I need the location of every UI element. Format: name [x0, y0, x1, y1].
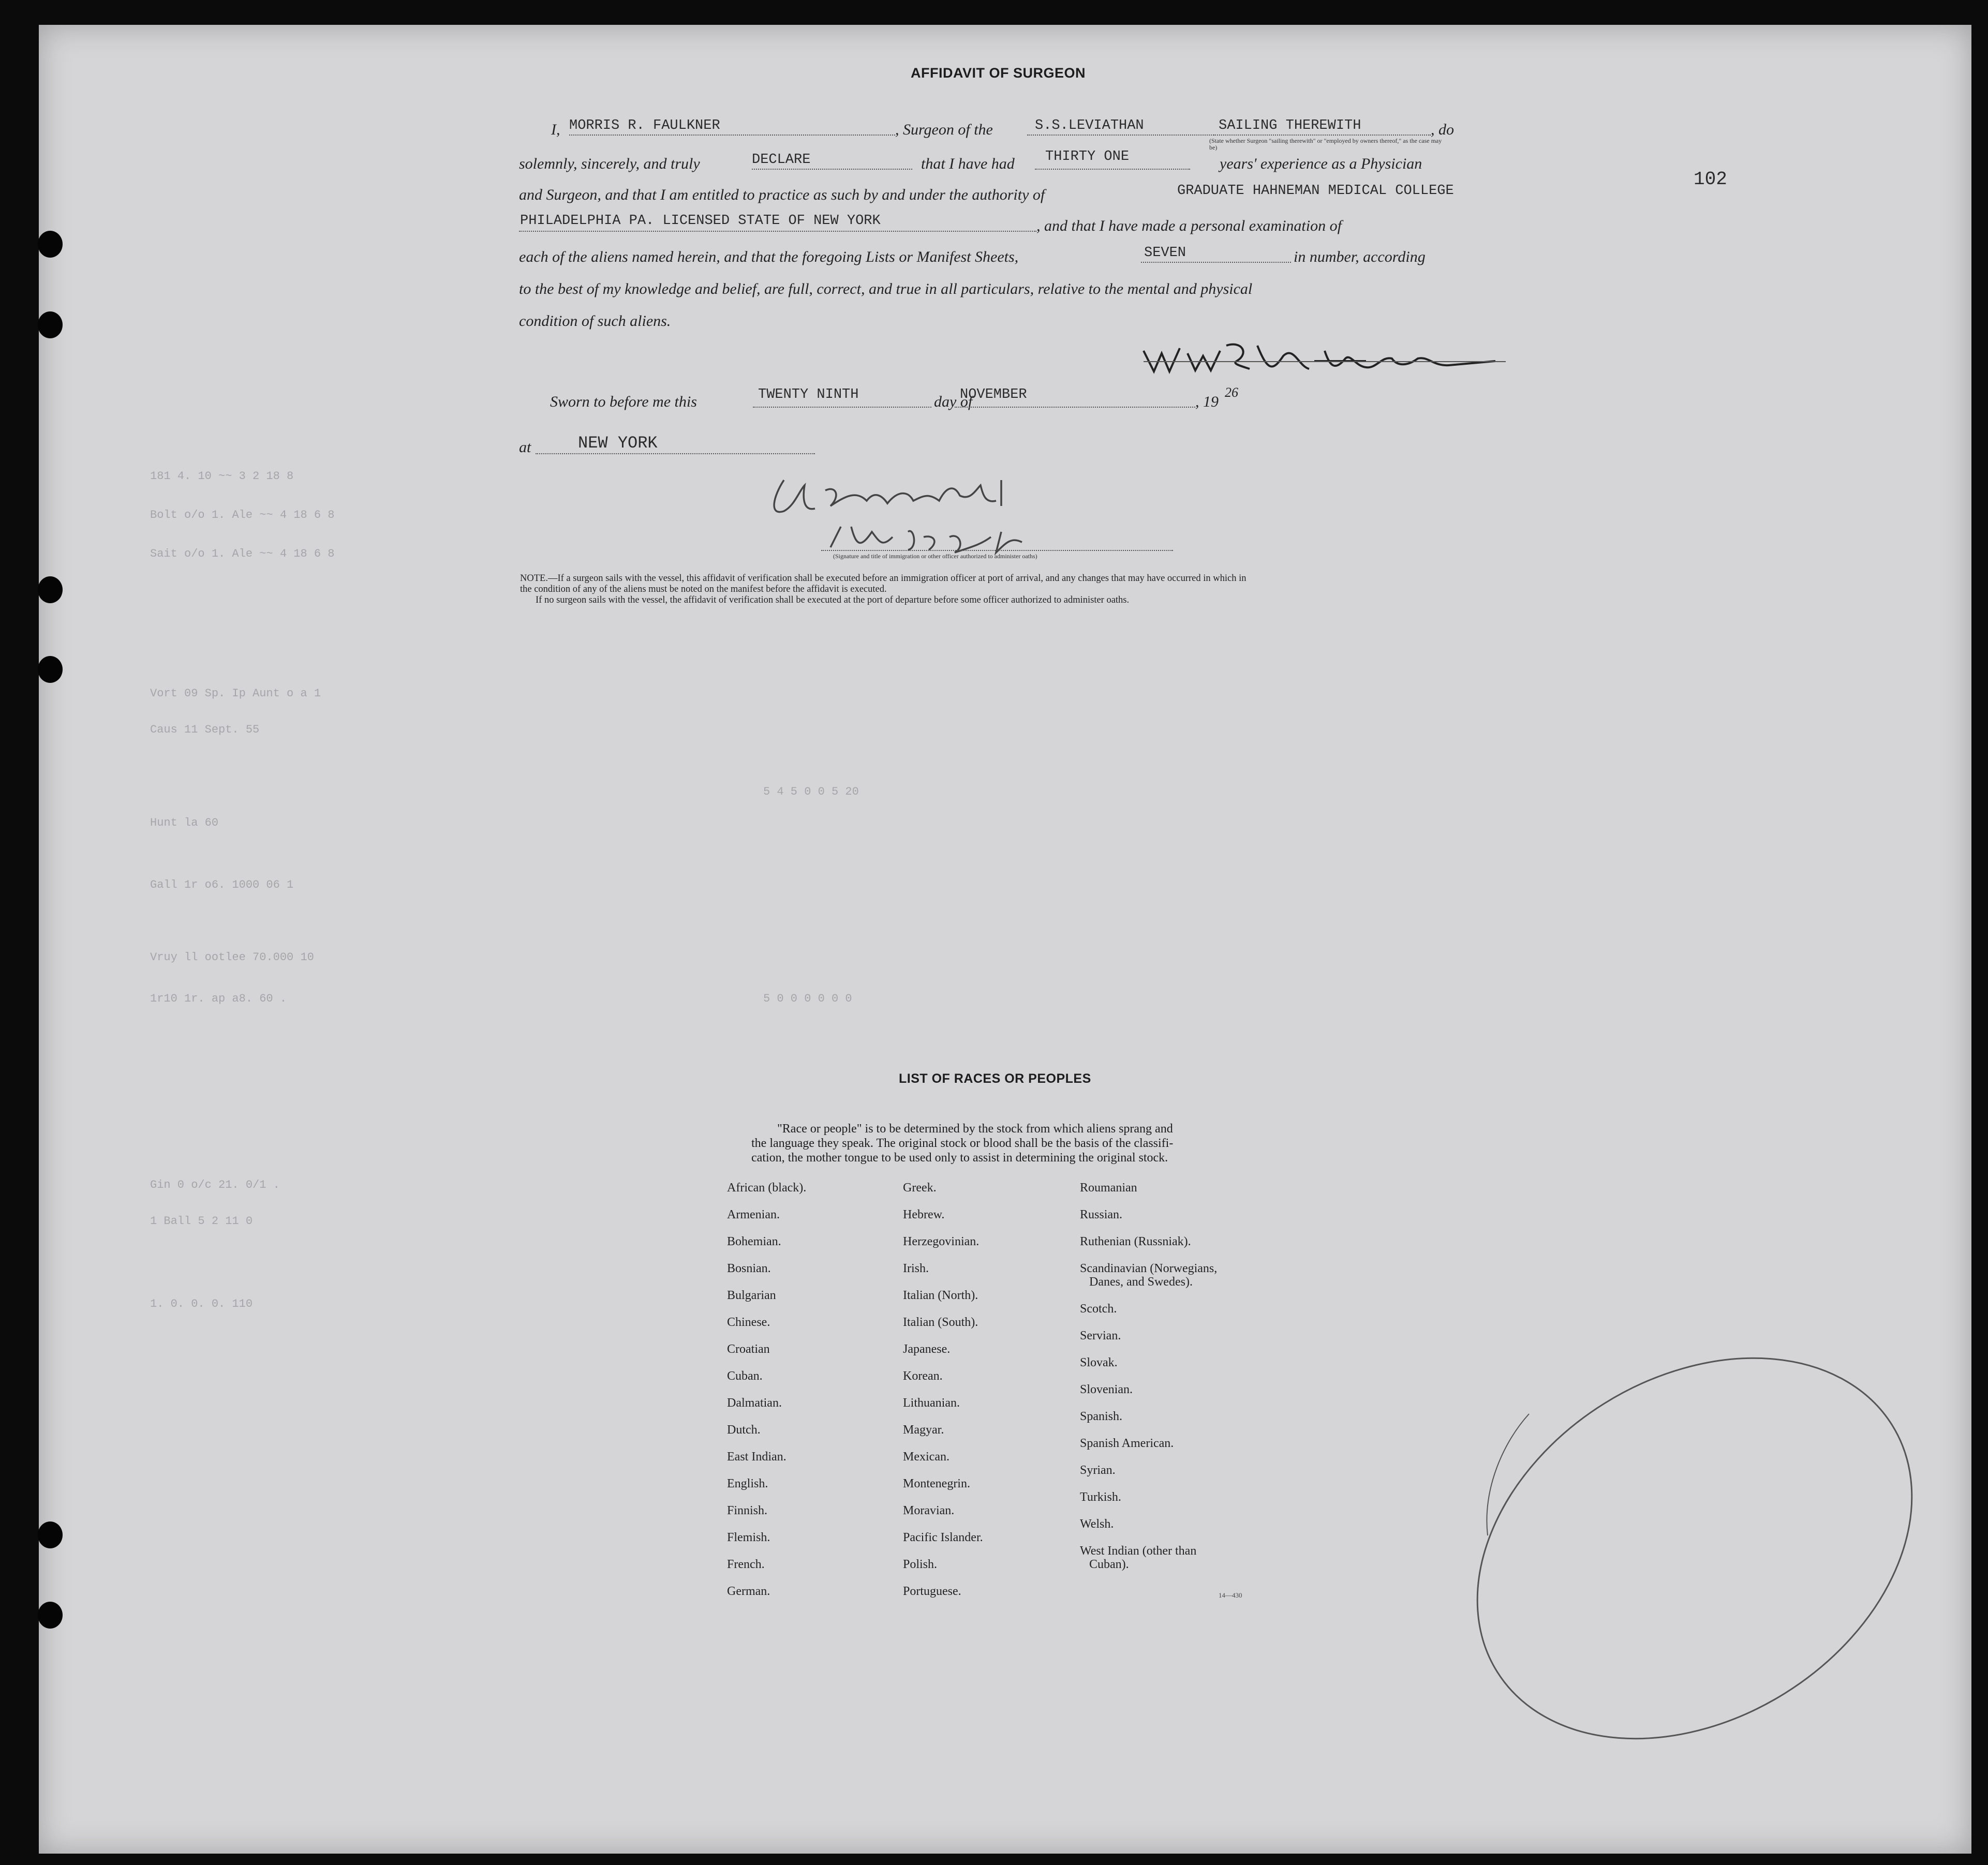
punch-hole: [38, 1521, 63, 1548]
race-item: West Indian (other than: [1080, 1544, 1197, 1558]
in-number-text: in number, according: [1294, 248, 1426, 265]
solemnly-text: solemnly, sincerely, and truly: [519, 155, 700, 172]
page-number: 102: [1694, 169, 1727, 190]
race-item: Bosnian.: [727, 1262, 771, 1275]
punch-hole: [38, 1602, 63, 1629]
sworn-place: NEW YORK: [578, 434, 658, 453]
belief-text: to the best of my knowledge and belief, are full, correct, and true in all particulars, relative to the mental and physical: [519, 280, 1253, 297]
form-code: 14—430: [1219, 1591, 1242, 1599]
note-line-2: the condition of any of the aliens must be noted on the manifest before the affidavit is executed.: [520, 584, 887, 594]
authority-continuation: PHILADELPHIA PA. LICENSED STATE OF NEW YORK: [520, 213, 881, 229]
sworn-month: NOVEMBER: [960, 387, 1027, 402]
race-item: Cuban).: [1089, 1558, 1129, 1571]
note-line-1: NOTE.—If a surgeon sails with the vessel, this affidavit of verification shall be executed before an immigration officer at port of arrival, and any changes that may have occurred in which in: [520, 573, 1247, 584]
stamp-outline: [1426, 1318, 1964, 1779]
race-item: Scotch.: [1080, 1302, 1117, 1316]
race-item: German.: [727, 1585, 770, 1598]
vessel-name: S.S.LEVIATHAN: [1035, 118, 1144, 133]
race-item: Flemish.: [727, 1531, 770, 1544]
race-item: Servian.: [1080, 1329, 1121, 1342]
race-item: Lithuanian.: [903, 1396, 960, 1410]
manifest-text: each of the aliens named herein, and that the foregoing Lists or Manifest Sheets,: [519, 248, 1019, 265]
race-item: Finnish.: [727, 1504, 768, 1517]
years-text: years' experience as a Physician: [1220, 155, 1422, 172]
surgeon-signature: [1138, 330, 1501, 382]
officer-signature-caption: (Signature and title of immigration or other officer authorized to administer oaths): [833, 553, 1037, 560]
race-item: Dutch.: [727, 1423, 761, 1437]
declare-value: DECLARE: [752, 152, 811, 168]
note-line-3: If no surgeon sails with the vessel, the affidavit of verification shall be executed at the port of departure before some officer authorized to administer oaths.: [536, 595, 1130, 605]
race-item: Korean.: [903, 1369, 943, 1383]
sailing-note: (State whether Surgeon "sailing therewith" or "employed by owners thereof," as the case may be): [1209, 137, 1442, 151]
race-item: Welsh.: [1080, 1517, 1114, 1531]
race-item: Syrian.: [1080, 1464, 1116, 1477]
race-item: Spanish American.: [1080, 1437, 1174, 1450]
race-item: Slovak.: [1080, 1356, 1118, 1369]
day-of-label: day of: [934, 393, 973, 410]
race-item: Scandinavian (Norwegians,: [1080, 1262, 1218, 1275]
races-title: LIST OF RACES OR PEOPLES: [899, 1071, 1091, 1086]
surgeon-name: MORRIS R. FAULKNER: [569, 118, 720, 133]
sworn-day: TWENTY NINTH: [758, 387, 859, 402]
do-label: , do: [1431, 121, 1454, 138]
race-item: Chinese.: [727, 1316, 770, 1329]
condition-text: condition of such aliens.: [519, 312, 671, 330]
race-item: Moravian.: [903, 1504, 955, 1517]
punch-hole: [38, 311, 63, 338]
race-item: Herzegovinian.: [903, 1235, 980, 1248]
sailing-status: SAILING THEREWITH: [1219, 118, 1361, 133]
year-suffix: 26: [1225, 385, 1238, 400]
affidavit-sheet: 181 4. 10 ~~ 3 2 18 8 Bolt o/o 1. Ale ~~ 4 18 6 8 Sait o/o 1. Ale ~~ 4 18 6 8 Vort 09 Sp. Ip Aunt o a 1 Caus 11 Sept. 55 Hunt la 60 Gall 1r o6. 1000 06 1 Vruy ll ootlee 70.000 10 1r10 1r. ap a8. 60 . Gin 0 o/c 21. 0/1 . 1 Ball 5 2 11 0 1. 0. 0. 0. 110 5 4 5 0 0 5 20 5 0 0 0 0 0 0 102 AFFIDAVIT OF SURGEON I, MORRIS R. FAULKNER , Surgeon of the S.S.LEVIATHAN SAILING THEREWITH , do (State whether Surgeon "sailing therewith" or "employed by owners thereof," as the case may be) solemnly, sincerely, and truly DECLARE that I have had THIRTY ONE years' experience as a Physician and Surgeon, and that I am entitled to practice as such by and under the authority of GRADUATE HAHNEMAN MEDICAL COLLEGE PHILADELPHIA PA. LICENSED STATE OF NEW YORK , and that I have made a personal examination of each of the aliens named herein, and that the foregoing Lists or Manifest Sheets, SEVEN in number, according to the best of my knowledge and belief, are full, correct, and true in all particulars, relative to the mental and physical condition of such aliens. Sworn to before me this TWENTY NINTH day of NOVEMBER , 19 26 at NEW YORK (Signature and title of immigration or other officer authorized to administer oaths) NOTE.—If a surgeon sails with the vessel, this affidavit of verification shall be executed before an immigration officer at port of arrival, and any changes that may have occurred in which in the condition of any of the aliens must be noted on the manifest before the affidavit is executed. If no surgeon sails with the vessel, the affidavit of verification shall be executed at the port of departure before some officer authorized to administer oaths. LIST OF RACES OR PEOPLES "Race or people" is to be determined by the stock from which aliens sprang and the language they speak. The original stock or blood shall be the basis of the classifi- cation, the mother tongue to be used only to assist in determining the original stock. African (black). Armenian. Bohemian. Bosnian. Bulgarian Chinese. Croatian Cuban. Dalmatian. Dutch. East Indian. English. Finnish. Flemish. French. German. Greek. Hebrew. Herzegovinian. Irish. Italian (North). Italian (South). Japanese. Korean. Lithuanian. Magyar. Mexican. Montenegrin. Moravian. Pacific Islander. Polish. Portuguese. Roumanian Russian. Ruthenian (Russniak). Scandinavian (Norwegians, Danes, and Swedes). Scotch. Servian. Slovak. Slovenian. Spanish. Spanish American. Syrian. Turkish. Welsh. West Indian (other than Cuban). 14—430: [39, 25, 1971, 1854]
race-item: Slovenian.: [1080, 1383, 1133, 1396]
race-item: Mexican.: [903, 1450, 950, 1464]
race-item: Russian.: [1080, 1208, 1123, 1221]
year-prefix: , 19: [1195, 393, 1219, 410]
punch-hole: [38, 576, 63, 603]
affidavit-title: AFFIDAVIT OF SURGEON: [911, 65, 1086, 81]
race-item: Japanese.: [903, 1342, 951, 1356]
punch-hole: [38, 656, 63, 683]
race-item: East Indian.: [727, 1450, 787, 1464]
race-item: Pacific Islander.: [903, 1531, 983, 1544]
surgeon-of-the-label: , Surgeon of the: [895, 121, 993, 138]
i-label: I,: [551, 121, 560, 138]
races-intro: [751, 1122, 1173, 1165]
race-item: Spanish.: [1080, 1410, 1123, 1423]
race-item: Polish.: [903, 1558, 938, 1571]
race-item: Dalmatian.: [727, 1396, 782, 1410]
punch-hole: [38, 231, 63, 258]
races-intro-line-3: cation, the mother tongue to be used only to assist in determining the original stock.: [751, 1151, 1168, 1165]
race-item: African (black).: [727, 1181, 807, 1195]
race-item: Greek.: [903, 1181, 937, 1195]
years-value: THIRTY ONE: [1045, 149, 1130, 165]
race-item: Cuban.: [727, 1369, 763, 1383]
officer-signature: [753, 459, 1177, 578]
race-item: Turkish.: [1080, 1490, 1121, 1504]
race-item: Bulgarian: [727, 1289, 776, 1302]
sheets-value: SEVEN: [1144, 245, 1186, 261]
race-item: Croatian: [727, 1342, 770, 1356]
race-item: Bohemian.: [727, 1235, 781, 1248]
race-item: Hebrew.: [903, 1208, 945, 1221]
authority-text: and Surgeon, and that I am entitled to practice as such by and under the authority of: [519, 186, 1045, 203]
races-intro-line-1: "Race or people" is to be determined by the stock from which aliens sprang and: [777, 1122, 1173, 1136]
race-item: Irish.: [903, 1262, 929, 1275]
sworn-text: Sworn to before me this: [550, 393, 697, 410]
race-item: English.: [727, 1477, 768, 1490]
race-item: Roumanian: [1080, 1181, 1137, 1195]
race-item: Portuguese.: [903, 1585, 961, 1598]
race-item: Magyar.: [903, 1423, 944, 1437]
at-label: at: [519, 439, 531, 456]
race-item: Ruthenian (Russniak).: [1080, 1235, 1191, 1248]
race-item: Montenegrin.: [903, 1477, 970, 1490]
race-item: Danes, and Swedes).: [1089, 1275, 1193, 1289]
authority-value: GRADUATE HAHNEMAN MEDICAL COLLEGE: [1177, 183, 1454, 199]
race-item: Armenian.: [727, 1208, 780, 1221]
race-item: Italian (South).: [903, 1316, 978, 1329]
race-item: French.: [727, 1558, 765, 1571]
that-i-have-had-text: that I have had: [921, 155, 1015, 172]
examination-text: , and that I have made a personal examination of: [1036, 217, 1342, 234]
race-item: Italian (North).: [903, 1289, 978, 1302]
races-intro-line-2: the language they speak. The original stock or blood shall be the basis of the classifi-: [751, 1137, 1174, 1150]
